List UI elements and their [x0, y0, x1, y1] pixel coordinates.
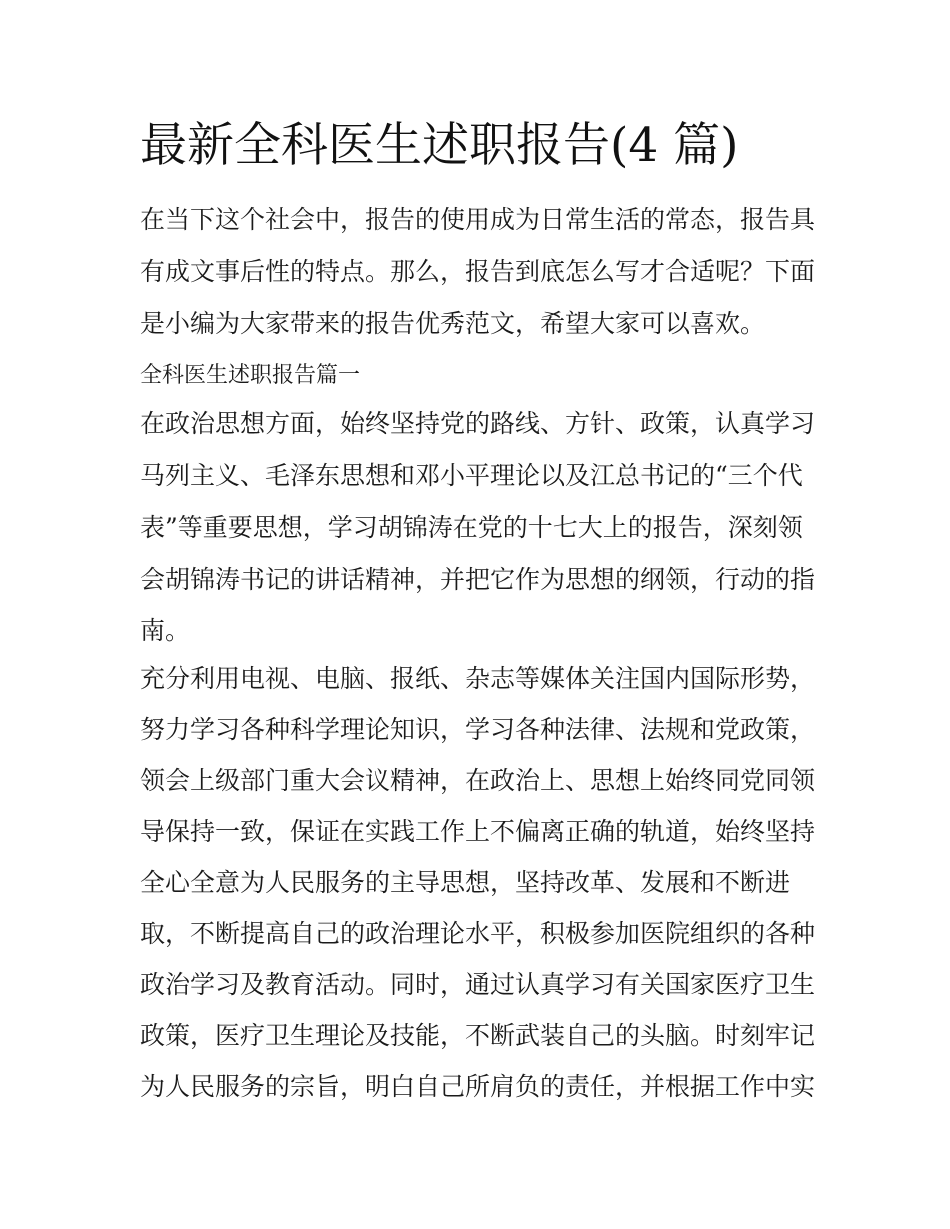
body-line-2: 马列主义、毛泽东思想和邓小平理论以及江总书记的“三个代: [140, 461, 803, 490]
body-line-13: 政策，医疗卫生理论及技能，不断武装自己的头脑。时刻牢记: [140, 1021, 816, 1050]
body-line-4: 会胡锦涛书记的讲话精神，并把它作为思想的纲领，行动的指: [140, 565, 816, 594]
intro-line-2: 有成文事后性的特点。那么，报告到底怎么写才合适呢？下面: [140, 257, 816, 286]
body-line-7: 努力学习各种科学理论知识，学习各种法律、法规和党政策，: [140, 715, 816, 744]
body-line-14: 为人民服务的宗旨，明白自己所肩负的责任，并根据工作中实: [140, 1072, 816, 1101]
body-line-12: 政治学习及教育活动。同时，通过认真学习有关国家医疗卫生: [140, 970, 816, 999]
intro-line-3: 是小编为大家带来的报告优秀范文，希望大家可以喜欢。: [140, 309, 766, 338]
section-heading-1: 全科医生述职报告篇一: [140, 363, 361, 388]
intro-line-1: 在当下这个社会中，报告的使用成为日常生活的常态，报告具: [140, 205, 816, 234]
document-title: 最新全科医生述职报告(4 篇): [140, 118, 739, 173]
body-line-10: 全心全意为人民服务的主导思想，坚持改革、发展和不断进: [140, 868, 791, 897]
body-line-8: 领会上级部门重大会议精神，在政治上、思想上始终同党同领: [140, 766, 816, 795]
body-line-1: 在政治思想方面，始终坚持党的路线、方针、政策，认真学习: [140, 409, 816, 438]
body-line-11: 取，不断提高自己的政治理论水平，积极参加医院组织的各种: [140, 919, 816, 948]
body-line-9: 导保持一致，保证在实践工作上不偏离正确的轨道，始终坚持: [140, 817, 816, 846]
body-line-5: 南。: [140, 616, 191, 645]
body-line-3: 表”等重要思想，学习胡锦涛在党的十七大上的报告，深刻领: [140, 513, 803, 542]
body-line-6: 充分利用电视、电脑、报纸、杂志等媒体关注国内国际形势，: [140, 664, 816, 693]
